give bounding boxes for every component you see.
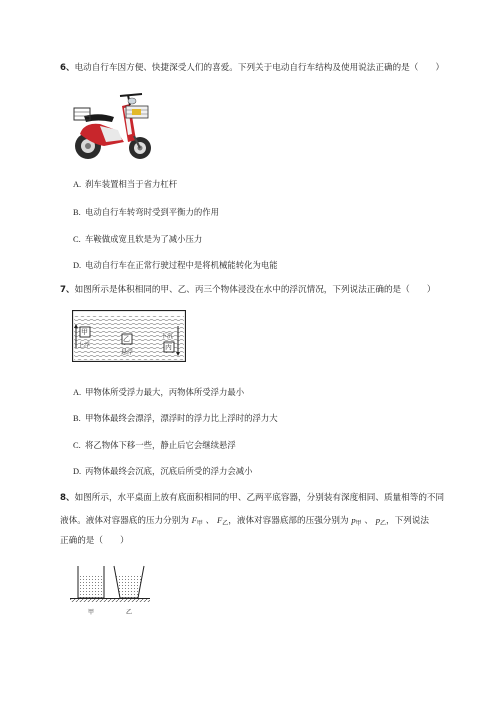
question-8-text-2c: ，下列说法 [386,516,430,526]
option-text: 甲物体最终会漂浮，漂浮时的浮力比上浮时的浮力大 [85,413,278,423]
force-symbol-jia [192,515,203,525]
pressure-letter: p [375,515,381,525]
q6-option-b[interactable] [73,206,219,219]
question-7-text: 如图所示是体积相同的甲、乙、丙三个物体浸没在水中的浮沉情况，下列说法正确的是（ ） [74,285,436,295]
option-letter: A. [73,180,82,189]
q7-option-c[interactable] [73,439,236,452]
question-8-number: 8、 [60,493,75,503]
buoyancy-tank-figure [72,310,186,362]
force-letter: F [217,515,223,525]
option-letter: D. [73,467,82,476]
option-text: 甲物体所受浮力最大，丙物体所受浮力最小 [85,387,245,397]
pressure-symbol-jia [351,515,361,525]
containers-figure [70,560,150,616]
label-container-yi: 乙 [126,609,133,616]
label-suspend: 悬浮 [121,349,134,356]
separator: 、 [205,516,215,526]
label-yi: 乙 [123,335,130,343]
question-8-line-2 [60,514,429,531]
option-text: 电动自行车转弯时受到平衡力的作用 [85,207,219,217]
q6-option-a[interactable] [73,178,177,191]
subscript-yi: 乙 [222,521,229,527]
question-8-line-3 [60,535,129,548]
question-6-text: 电动自行车因方便、快捷深受人们的喜爱。下列关于电动自行车结构及使用说法正确的是（ ） [74,63,445,73]
option-text: 丙物体最终会沉底，沉底后所受的浮力会减小 [85,466,253,476]
subscript-jia: 甲 [355,521,362,527]
q7-option-d[interactable] [73,465,253,478]
question-8-text-2a: 液体。液体对容器底的压力分别为 [60,516,189,526]
question-8-text-1: 如图所示，水平桌面上放有底面积相同的甲、乙两平底容器，分别装有深度相同、质量相等的不同 [74,493,445,503]
label-container-jia: 甲 [88,609,95,616]
subscript-yi: 乙 [380,521,387,527]
q7-option-a[interactable] [73,386,244,399]
q6-option-c[interactable] [73,233,202,246]
option-letter: C. [73,441,81,450]
pressure-symbol-yi [376,515,386,525]
q7-option-b[interactable] [73,412,278,425]
force-symbol-yi [217,515,228,525]
label-jia: 甲 [81,328,88,336]
option-letter: D. [73,261,82,270]
option-text: 电动自行车在正常行驶过程中是将机械能转化为电能 [85,260,278,270]
question-8-text-2b: ，液体对容器底部的压强分别为 [228,516,349,526]
option-letter: A. [73,388,82,397]
question-6-stem [60,62,444,75]
pressure-letter: p [351,515,356,525]
option-letter: B. [73,414,81,423]
separator: 、 [364,516,373,526]
electric-bicycle-figure [70,84,154,166]
subscript-jia: 甲 [196,521,203,527]
option-text: 将乙物体下移一些，静止后它会继续悬浮 [85,440,236,450]
force-letter: F [191,515,197,525]
option-letter: C. [73,235,81,244]
question-7-stem [60,284,436,297]
label-float-up: 上浮 [78,342,91,349]
q6-option-d[interactable] [73,259,278,272]
question-8-line-1 [60,492,444,505]
label-sink: 下沉 [161,333,174,340]
option-text: 车鞍做成宽且软是为了减小压力 [85,234,203,244]
question-8-text-3: 正确的是（ ） [60,536,129,546]
question-6-number: 6、 [60,63,75,73]
option-text: 刹车装置相当于省力杠杆 [85,179,178,189]
question-7-number: 7、 [60,285,75,295]
option-letter: B. [73,208,81,217]
label-bing: 丙 [165,343,172,351]
